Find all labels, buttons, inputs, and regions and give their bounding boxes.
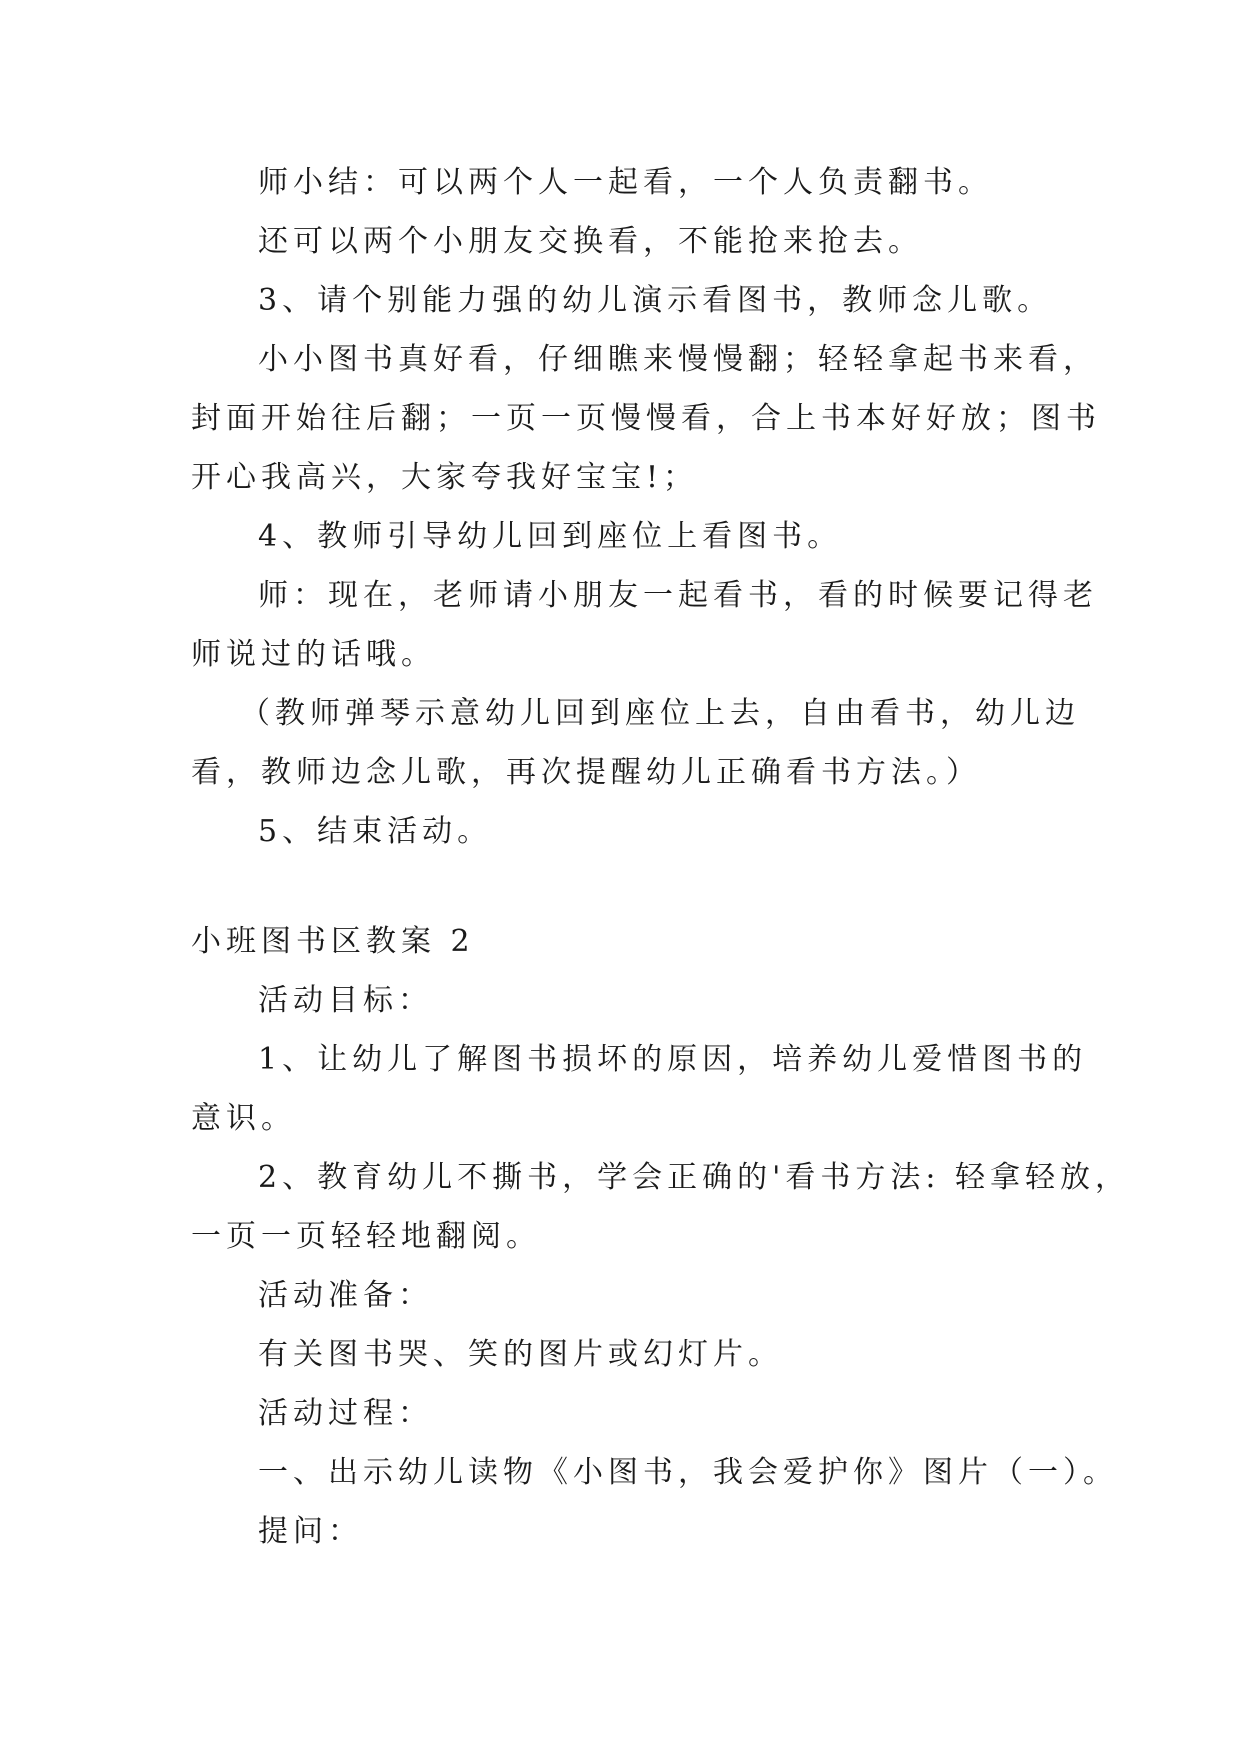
- paragraph-nursery-rhyme-line-3: 开心我高兴，大家夸我好宝宝!；: [191, 460, 699, 495]
- heading-activity-process: 活动过程：: [258, 1396, 433, 1431]
- paragraph-goal-2-line-2: 一页一页轻轻地翻阅。: [191, 1219, 541, 1254]
- paragraph-goal-1-line-2: 意识。: [191, 1101, 296, 1136]
- paragraph-goal-1-line-1: 1、让幼儿了解图书损坏的原因，培养幼儿爱惜图书的: [258, 1042, 1088, 1077]
- paragraph-materials: 有关图书哭、笑的图片或幻灯片。: [258, 1337, 783, 1372]
- paragraph-note-line-1: （教师弹琴示意幼儿回到座位上去，自由看书，幼儿边: [240, 696, 1080, 731]
- paragraph-step-4: 4、教师引导幼儿回到座位上看图书。: [258, 519, 843, 554]
- paragraph-teacher-speech-line-1: 师：现在，老师请小朋友一起看书，看的时候要记得老: [258, 578, 1098, 613]
- section-title: 小班图书区教案 2: [191, 924, 475, 959]
- paragraph-question: 提问：: [258, 1514, 363, 1549]
- paragraph-exchange-books: 还可以两个小朋友交换看，不能抢来抢去。: [258, 224, 923, 259]
- paragraph-nursery-rhyme-line-1: 小小图书真好看，仔细瞧来慢慢翻；轻轻拿起书来看，: [258, 342, 1098, 377]
- paragraph-process-step-1: 一、出示幼儿读物《小图书，我会爱护你》图片（一）。: [258, 1455, 1118, 1490]
- paragraph-note-line-2: 看，教师边念儿歌，再次提醒幼儿正确看书方法。）: [191, 755, 981, 790]
- heading-activity-goals: 活动目标：: [258, 983, 433, 1018]
- paragraph-teacher-speech-line-2: 师说过的话哦。: [191, 637, 436, 672]
- paragraph-teacher-summary: 师小结：可以两个人一起看，一个人负责翻书。: [258, 165, 993, 200]
- paragraph-nursery-rhyme-line-2: 封面开始往后翻；一页一页慢慢看，合上书本好好放；图书: [191, 401, 1101, 436]
- paragraph-step-5: 5、结束活动。: [258, 814, 493, 849]
- paragraph-step-3: 3、请个别能力强的幼儿演示看图书，教师念儿歌。: [258, 283, 1053, 318]
- heading-activity-preparation: 活动准备：: [258, 1278, 433, 1313]
- paragraph-goal-2-line-1: 2、教育幼儿不撕书，学会正确的'看书方法: 轻拿轻放，: [258, 1160, 1130, 1195]
